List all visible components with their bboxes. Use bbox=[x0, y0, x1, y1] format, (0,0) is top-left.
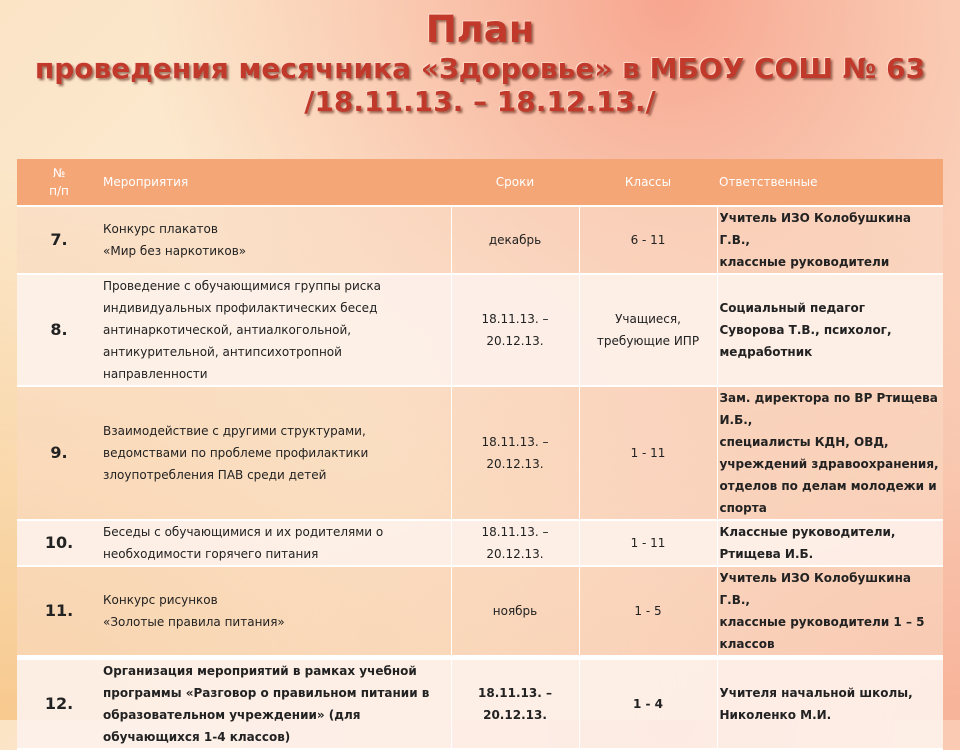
row-responsible: Классные руководители, Ртищева И.Б. bbox=[717, 520, 943, 566]
row-num: 7. bbox=[17, 206, 101, 274]
row-num: 9. bbox=[17, 386, 101, 520]
row-dates: декабрь bbox=[451, 206, 579, 274]
row-event: Организация мероприятий в рамках учебной программы «Разговор о правильном питании в образовательном учреждении» (для обучающихся 1-4 классов) bbox=[101, 658, 451, 750]
row-responsible: Учителя начальной школы, Николенко М.И. bbox=[717, 658, 943, 750]
row-num: 12. bbox=[17, 658, 101, 750]
row-dates: 18.11.13. – 20.12.13. bbox=[451, 386, 579, 520]
slide-subtitle: проведения месячника «Здоровье» в МБОУ СОШ № 63 bbox=[34, 51, 926, 85]
row-event: Беседы с обучающимися и их родителями о необходимости горячего питания bbox=[101, 520, 451, 566]
row-dates: 18.11.13. – 20.12.13. bbox=[451, 520, 579, 566]
header-responsible: Ответственные bbox=[717, 159, 943, 206]
table-row bbox=[17, 206, 943, 274]
row-dates: 18.11.13. – 20.12.13. bbox=[451, 274, 579, 386]
slide-date-range: /18.11.13. – 18.12.13./ bbox=[304, 84, 656, 118]
header-num: № п/п bbox=[17, 159, 101, 206]
row-responsible: Зам. директора по ВР Ртищева И.Б., специалисты КДН, ОВД, учреждений здравоохранения, отделов по делам молодежи и спорта bbox=[717, 386, 943, 520]
row-event: Конкурс рисунков «Золотые правила питания» bbox=[101, 566, 451, 658]
table-row bbox=[17, 658, 943, 750]
header-dates: Сроки bbox=[451, 159, 579, 206]
table-header-row bbox=[17, 159, 943, 206]
row-num: 8. bbox=[17, 274, 101, 386]
row-responsible: Социальный педагог Суворова Т.В., психолог, медработник bbox=[717, 274, 943, 386]
row-dates: 18.11.13. – 20.12.13. bbox=[451, 658, 579, 750]
row-responsible: Учитель ИЗО Колобушкина Г.В., классные руководители bbox=[717, 206, 943, 274]
row-classes: 1 - 11 bbox=[579, 520, 717, 566]
row-event: Проведение с обучающимися группы риска индивидуальных профилактических бесед антинаркотической, антиалкогольной, антикурительной, антипсихотропной направленности bbox=[101, 274, 451, 386]
row-classes: 6 - 11 bbox=[579, 206, 717, 274]
row-num: 11. bbox=[17, 566, 101, 658]
row-num: 10. bbox=[17, 520, 101, 566]
table-row bbox=[17, 274, 943, 386]
header-event: Мероприятия bbox=[101, 159, 451, 206]
header-classes: Классы bbox=[579, 159, 717, 206]
slide-title-block bbox=[0, 8, 960, 118]
row-event: Конкурс плакатов «Мир без наркотиков» bbox=[101, 206, 451, 274]
row-classes: 1 - 5 bbox=[579, 566, 717, 658]
row-event: Взаимодействие с другими структурами, ведомствами по проблеме профилактики злоупотребления ПАВ среди детей bbox=[101, 386, 451, 520]
row-classes: 1 - 11 bbox=[579, 386, 717, 520]
row-dates: ноябрь bbox=[451, 566, 579, 658]
slide-title: План bbox=[425, 8, 535, 51]
plan-table bbox=[17, 159, 943, 750]
row-responsible: Учитель ИЗО Колобушкина Г.В., классные руководители 1 – 5 классов bbox=[717, 566, 943, 658]
table-row bbox=[17, 386, 943, 520]
table-row bbox=[17, 520, 943, 566]
row-classes: Учащиеся, требующие ИПР bbox=[579, 274, 717, 386]
row-classes: 1 - 4 bbox=[579, 658, 717, 750]
table-row bbox=[17, 566, 943, 658]
